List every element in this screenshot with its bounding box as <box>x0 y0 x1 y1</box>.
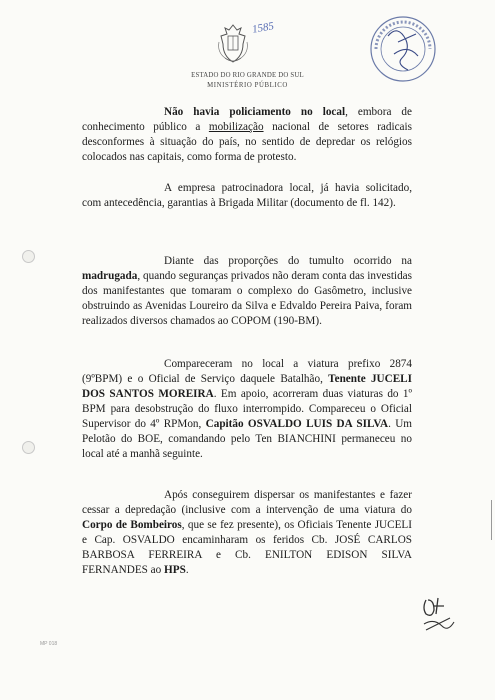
paragraph-2-text: A empresa patrocinadora local, já havia solicitado, com antecedência, garantias à Brigada Militar (documento de fl. 142). <box>82 182 412 209</box>
paragraph-1 <box>82 105 412 165</box>
coat-of-arms-icon <box>215 22 251 66</box>
official-stamp-icon <box>368 14 438 84</box>
paragraph-5-bold-2: HPS <box>164 564 186 576</box>
paragraph-3-text-b: , quando seguranças privados não deram conta das investidas dos manifestantes que tomaram o complexo do Gasômetro, inclusive obstruindo as Avenidas Loureiro da Silva e Edvaldo Pereira Paiva, foram realizados diversos chamados ao COPOM (190-BM). <box>82 270 412 327</box>
paragraph-4-text-a: Compareceram no local a viatura prefixo 2874 (9ºBPM) e o Oficial de Serviço daquele Batalhão, <box>82 358 412 385</box>
paragraph-1-underlined: mobilização <box>208 121 264 133</box>
paragraph-4-text-c: . Um Pelotão do BOE, comandando pelo Ten BIANCHINI permaneceu no local até a manhã seguinte. <box>82 418 413 460</box>
paragraph-3-text-a: Diante das proporções do tumulto ocorrido na <box>164 255 412 267</box>
page-edge-mark <box>491 500 492 540</box>
paragraph-5-text-c: . <box>185 564 189 576</box>
paragraph-5 <box>82 488 412 578</box>
paragraph-4 <box>82 357 412 462</box>
paragraph-3-bold: madrugada <box>82 270 138 282</box>
handwritten-page-number-icon <box>420 594 456 636</box>
paragraph-1-bold: Não havia policiamento no local <box>164 106 346 118</box>
paragraph-1-text-a: , embora de conhecimento público a <box>82 106 412 133</box>
binder-hole <box>22 441 35 454</box>
paragraph-1-text-b: nacional de setores radicais desconformes à situação do país, no sentido de depredar os relógios colocados nas capitais, como forma de protesto. <box>82 121 412 163</box>
state-name: ESTADO DO RIO GRANDE DO SUL <box>191 72 304 79</box>
paragraph-5-bold-1: Corpo de Bombeiros <box>82 519 182 531</box>
form-code: MP 018 <box>40 641 58 647</box>
paragraph-4-bold-1: Tenente JUCELI DOS SANTOS MOREIRA <box>82 373 412 400</box>
paragraph-4-bold-2: Capitão OSVALDO LUIS DA SILVA <box>205 418 389 430</box>
paragraph-5-text-a: Após conseguirem dispersar os manifestantes e fazer cessar a depredação (inclusive com a intervenção de uma viatura do <box>82 489 412 516</box>
paragraph-4-text-b: . Em apoio, acorreram duas viaturas do 1º BPM para desobstrução do fluxo interrompido. Compareceu o Oficial Supervisor do 4º RPMon, <box>82 388 412 430</box>
binder-hole <box>22 250 35 263</box>
handwritten-page-number: 1585 <box>251 20 275 36</box>
paragraph-5-text-b: , que se fez presente), os Oficiais Tenente JUCELI e Cap. OSVALDO encaminharam os feridos Cb. JOSÉ CARLOS BARBOSA FERREIRA e Cb. ENILTON EDISON SILVA FERNANDES ao <box>82 519 412 576</box>
paragraph-3 <box>82 254 412 329</box>
paragraph-2 <box>82 181 412 211</box>
ministry-name: MINISTÉRIO PÚBLICO <box>207 82 288 89</box>
